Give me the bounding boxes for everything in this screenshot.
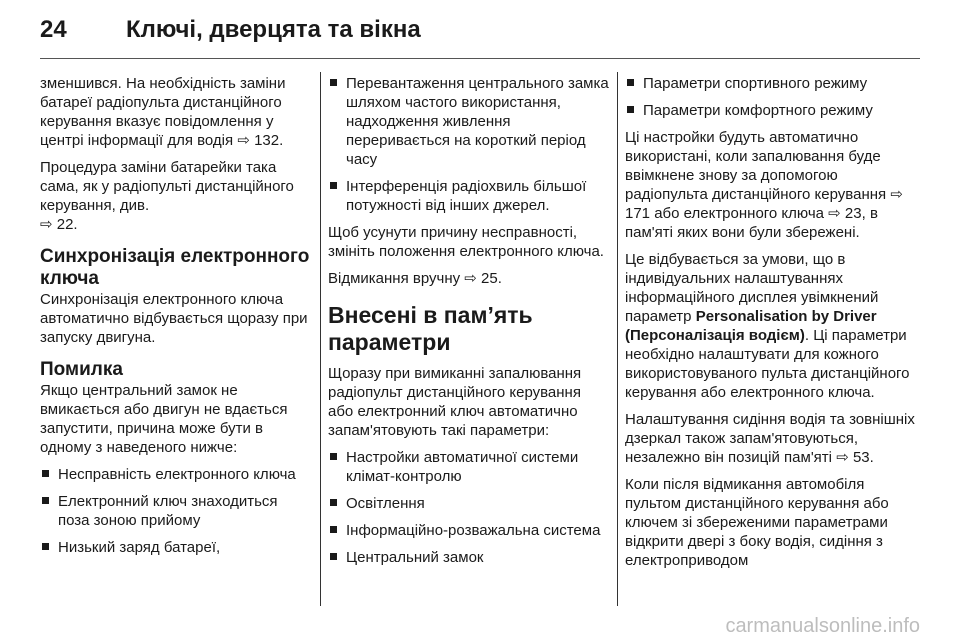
list-item: Освітлення — [328, 494, 610, 513]
page-reference: 132. — [254, 132, 284, 149]
square-bullet-icon — [330, 182, 337, 189]
square-bullet-icon — [330, 499, 337, 506]
square-bullet-icon — [42, 497, 49, 504]
paragraph: Відмикання вручну ⇨ 25. — [328, 270, 502, 287]
bullet-list — [328, 74, 610, 215]
paragraph: Це відбувається за умови, що в індивідуальних налаштуваннях інформаційного дисплея увімкнений параметр Personalisation by Driver (Персоналізація водієм). Ці параметри необхідно налаштувати для кожного використовуваного пульта дистанційного керування або електронного ключа. — [625, 251, 910, 401]
column-3 — [625, 74, 917, 578]
section-heading-error: Помилка — [40, 359, 123, 380]
column-divider — [617, 72, 618, 606]
page-number: 24 — [40, 16, 67, 43]
square-bullet-icon — [330, 526, 337, 533]
page-reference: 53. — [852, 449, 874, 466]
page-reference-icon: ⇨ — [464, 270, 477, 287]
page-header — [40, 16, 421, 52]
list-item: Центральний замок — [328, 548, 610, 567]
page-reference-icon: ⇨ — [890, 186, 903, 203]
bullet-list — [328, 448, 610, 567]
column-2 — [328, 74, 610, 575]
list-item: Інформаційно-розважальна система — [328, 521, 610, 540]
watermark: carmanualsonline.info — [725, 615, 920, 637]
paragraph: Процедура заміни батарейки така сама, як у радіопульті дистанційного керування, див. ⇨ 22. — [40, 159, 294, 233]
column-divider — [320, 72, 321, 606]
page-reference: 25. — [481, 270, 502, 287]
paragraph: Налаштування сидіння водія та зовнішніх дзеркал також запам'ятовуються, незалежно він позицій пам'яті ⇨ 53. — [625, 411, 915, 466]
page-reference-icon: ⇨ — [836, 449, 849, 466]
list-item: Перевантаження центрального замка шляхом частого використання, надходження живлення переривається на короткий період часу — [328, 74, 610, 169]
square-bullet-icon — [330, 553, 337, 560]
paragraph: Ці настройки будуть автоматично використані, коли запалювання буде ввімкнене знову за допомогою радіопульта дистанційного керування ⇨ 171 або електронного ключа ⇨ 23, в пам'яті яких вони були збережені. — [625, 129, 903, 241]
paragraph: Синхронізація електронного ключа автоматично відбувається щоразу при запуску двигуна. — [40, 291, 308, 346]
bullet-list — [40, 465, 312, 557]
square-bullet-icon — [627, 106, 634, 113]
square-bullet-icon — [330, 453, 337, 460]
page-reference: 23, — [844, 205, 866, 222]
list-item: Інтерференція радіохвиль більшої потужності від інших джерел. — [328, 177, 610, 215]
square-bullet-icon — [42, 543, 49, 550]
page-reference: 22. — [56, 216, 78, 233]
page-reference-icon: ⇨ — [828, 205, 841, 222]
paragraph: Коли після відмикання автомобіля пультом дистанційного керування або ключем зі збереженими параметрами відкрити двері з боку водія, сидіння з електроприводом — [625, 476, 889, 569]
list-item: Параметри спортивного режиму — [625, 74, 917, 93]
page-reference: 171 — [625, 205, 651, 222]
square-bullet-icon — [42, 470, 49, 477]
paragraph: Щоразу при вимиканні запалювання радіопульт дистанційного керування або електронний ключ автоматично запам'ятовують такі параметри: — [328, 365, 582, 439]
page-reference-icon: ⇨ — [237, 132, 250, 149]
list-item: Параметри комфортного режиму — [625, 101, 917, 120]
setting-name: Personalisation by Driver (Персоналізація водієм) — [625, 308, 877, 344]
column-1 — [40, 74, 312, 565]
square-bullet-icon — [330, 79, 337, 86]
bullet-list — [625, 74, 917, 120]
list-item: Несправність електронного ключа — [40, 465, 312, 484]
list-item: Електронний ключ знаходиться поза зоною прийому — [40, 492, 312, 530]
header-rule — [40, 58, 920, 59]
square-bullet-icon — [627, 79, 634, 86]
paragraph: зменшився. На необхідність заміни батареї радіопульта дистанційного керування вказує повідомлення у центрі інформації для водія ⇨ 132. — [40, 75, 286, 149]
list-item: Низький заряд батареї, — [40, 538, 312, 557]
section-heading-memory: Внесені в пам’ять параметри — [328, 302, 533, 355]
paragraph: Якщо центральний замок не вмикається або двигун не вдається запустити, причина може бути в одному з наведеного нижче: — [40, 382, 288, 456]
list-item: Настройки автоматичної системи клімат-контролю — [328, 448, 610, 486]
page-title: Ключі, дверцята та вікна — [126, 16, 421, 43]
paragraph: Щоб усунути причину несправності, змініть положення електронного ключа. — [328, 224, 604, 260]
page-reference-icon: ⇨ — [40, 216, 53, 233]
section-heading-sync: Синхронізація електронного ключа — [40, 246, 310, 289]
